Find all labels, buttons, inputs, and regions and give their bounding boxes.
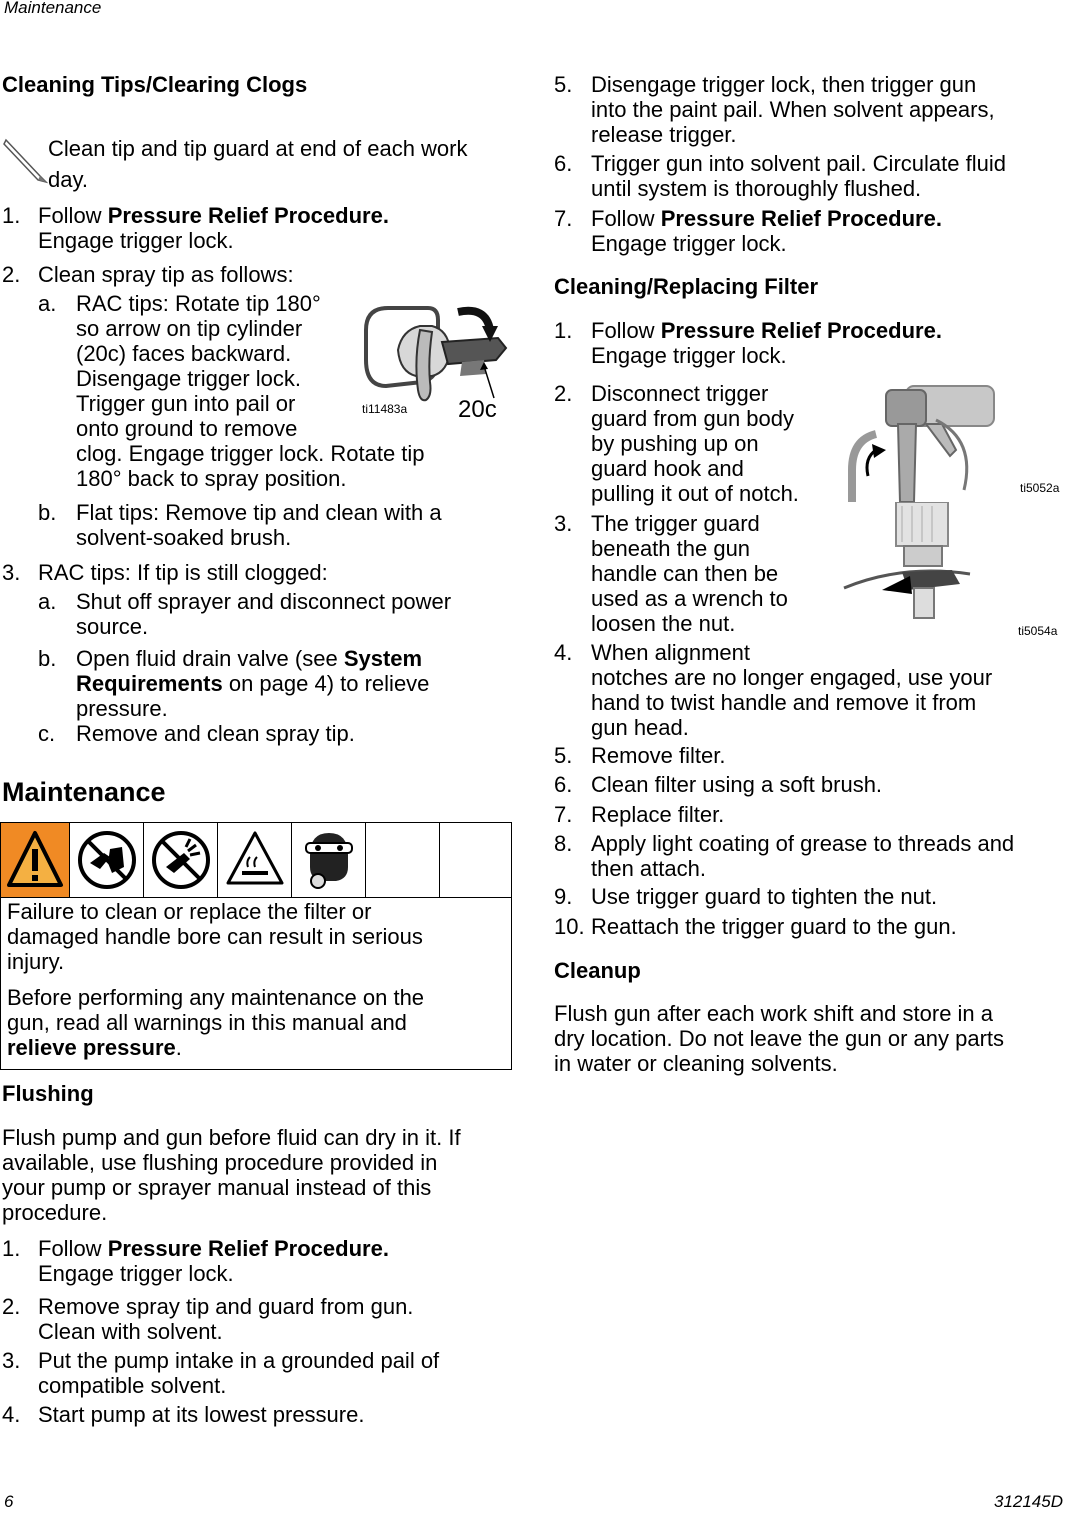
respirator-icon xyxy=(292,823,366,897)
note-text-line2: day. xyxy=(48,167,88,192)
callout-20c: 20c xyxy=(458,396,497,423)
warning-text: Before performing any maintenance on the gun, read all warnings in this manual and relieve pressure. xyxy=(7,985,425,1060)
hot-surface-cell xyxy=(218,823,292,897)
warning-text: Failure to clean or replace the filter or damaged handle bore can result in serious injury. xyxy=(7,899,423,974)
warning-triangle-cell xyxy=(1,823,70,897)
note-pencil-icon xyxy=(2,136,48,186)
no-spark-icon xyxy=(144,823,218,897)
cleanup-paragraph: Flush gun after each work shift and store in a dry location. Do not leave the gun or any parts in water or cleaning solvents. xyxy=(554,1001,1005,1076)
figure-id-ti5052a: ti5052a xyxy=(1020,481,1060,495)
section-title-flushing: Flushing xyxy=(2,1081,94,1106)
respirator-cell xyxy=(292,823,366,897)
figure-id-ti11483a: ti11483a xyxy=(362,402,408,416)
list-item: a. RAC tips: Rotate tip 180° so arrow on tip cylinder (20c) faces backward. Disengage trigger lock. Trigger gun into pail or onto ground to remove clog. Engage trigger lock. Rotate tip 180° back to spray position. xyxy=(38,291,425,491)
warning-divider xyxy=(1,897,511,898)
trigger-guard-wrench-illustration xyxy=(842,502,1002,624)
empty-icon-cell xyxy=(366,823,440,897)
running-header: Maintenance xyxy=(4,0,102,17)
warning-box xyxy=(0,822,512,1070)
warning-triangle-icon xyxy=(1,823,69,897)
section-title-cleanup: Cleanup xyxy=(554,958,641,983)
note-text-line1: Clean tip and tip guard at end of each work xyxy=(48,136,468,161)
hot-surface-icon xyxy=(218,823,292,897)
flushing-paragraph: Flush pump and gun before fluid can dry in it. If available, use flushing procedure provided in your pump or sprayer manual instead of this procedure. xyxy=(2,1125,461,1225)
document-number: 312145D xyxy=(993,1492,1063,1511)
callout-leader-arrow xyxy=(476,360,506,400)
section-title-filter: Cleaning/Replacing Filter xyxy=(554,274,819,299)
empty-icon-cell xyxy=(440,823,512,897)
gun-trigger-guard-illustration xyxy=(846,380,996,502)
section-title-cleaning-tips: Cleaning Tips/Clearing Clogs xyxy=(2,72,308,97)
no-hand-injection-icon xyxy=(70,823,144,897)
figure-id-ti5054a: ti5054a xyxy=(1018,624,1058,638)
no-hand-injection-cell xyxy=(70,823,144,897)
page-number: 6 xyxy=(4,1492,14,1511)
section-title-maintenance: Maintenance xyxy=(2,777,166,807)
no-spark-cell xyxy=(144,823,218,897)
